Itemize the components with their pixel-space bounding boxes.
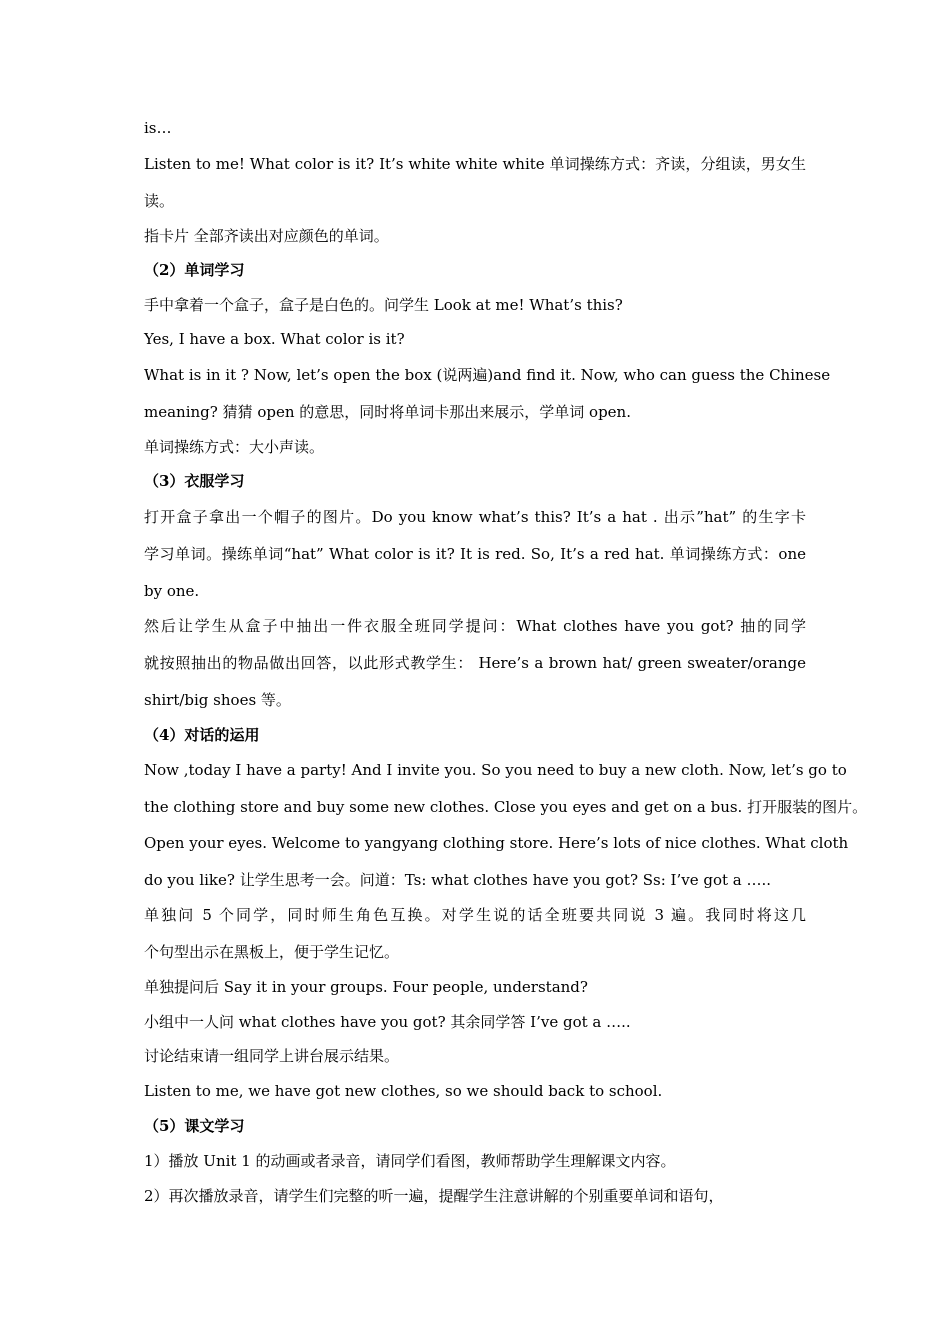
text-line: 个句型出示在黑板上，便于学生记忆。 [144, 943, 400, 961]
text-line: is… [144, 119, 172, 137]
text-line: 单独问 5 个同学，同时师生角色互换。对学生说的话全班要共同说 3 遍。我同时将这几 [144, 906, 806, 924]
text-line: 讨论结束请一组同学上讲台展示结果。 [144, 1047, 400, 1065]
text-line: What is in it ? Now, let’s open the box (说两遍)and find it. Now, who can guess the Chinese [144, 366, 831, 384]
text-line: meaning? 猜猜 open 的意思，同时将单词卡那出来展示，学单词 open. [144, 403, 631, 421]
text-line: shirt/big shoes 等。 [144, 691, 291, 709]
text-line: 单词操练方式：大小声读。 [144, 438, 325, 456]
text-line: 1）播放 Unit 1 的动画或者录音，请同学们看图，教师帮助学生理解课文内容。 [144, 1152, 676, 1170]
text-line: 手中拿着一个盒子，盒子是白色的。问学生 Look at me! What’s this? [144, 296, 623, 314]
text-line: Now ,today I have a party! And I invite you. So you need to buy a new cloth. Now, let’s go to [144, 761, 847, 779]
text-line: 学习单词。操练单词“hat” What color is it? It is red. So, It’s a red hat. 单词操练方式：one [144, 545, 806, 563]
text-line: 2）再次播放录音，请学生们完整的听一遍，提醒学生注意讲解的个别重要单词和语句， [144, 1187, 724, 1205]
text-line: Yes, I have a box. What color is it? [144, 330, 405, 348]
section-heading: （3）衣服学习 [144, 472, 245, 490]
text-line: 就按照抽出的物品做出回答，以此形式教学生： Here’s a brown hat/ green sweater/orange [144, 654, 806, 672]
section-heading: （4）对话的运用 [144, 726, 260, 744]
text-line: do you like? 让学生思考一会。问道：Ts: what clothes have you got? Ss: I’ve got a ….. [144, 871, 772, 889]
text-line: 读。 [144, 192, 175, 210]
text-line: 打开盒子拿出一个帽子的图片。Do you know what’s this? It’s a hat . 出示”hat” 的生字卡 [144, 508, 806, 526]
text-line: Listen to me! What color is it? It’s white white white 单词操练方式：齐读，分组读，男女生 [144, 155, 806, 173]
section-heading: （2）单词学习 [144, 261, 245, 279]
text-line: Listen to me, we have got new clothes, so we should back to school. [144, 1082, 663, 1100]
section-heading: （5）课文学习 [144, 1117, 245, 1135]
text-line: 小组中一人问 what clothes have you got? 其余同学答 I’ve got a ….. [144, 1013, 631, 1031]
text-line: 指卡片 全部齐读出对应颜色的单词。 [144, 227, 389, 245]
text-line: 单独提问后 Say it in your groups. Four people, understand? [144, 978, 588, 996]
text-line: 然后让学生从盒子中抽出一件衣服全班同学提问：What clothes have you got? 抽的同学 [144, 617, 806, 635]
text-line: by one. [144, 582, 200, 600]
text-line: Open your eyes. Welcome to yangyang clothing store. Here’s lots of nice clothes. What cloth [144, 834, 849, 852]
text-line: the clothing store and buy some new clothes. Close you eyes and get on a bus. 打开服装的图片。 [144, 798, 868, 816]
